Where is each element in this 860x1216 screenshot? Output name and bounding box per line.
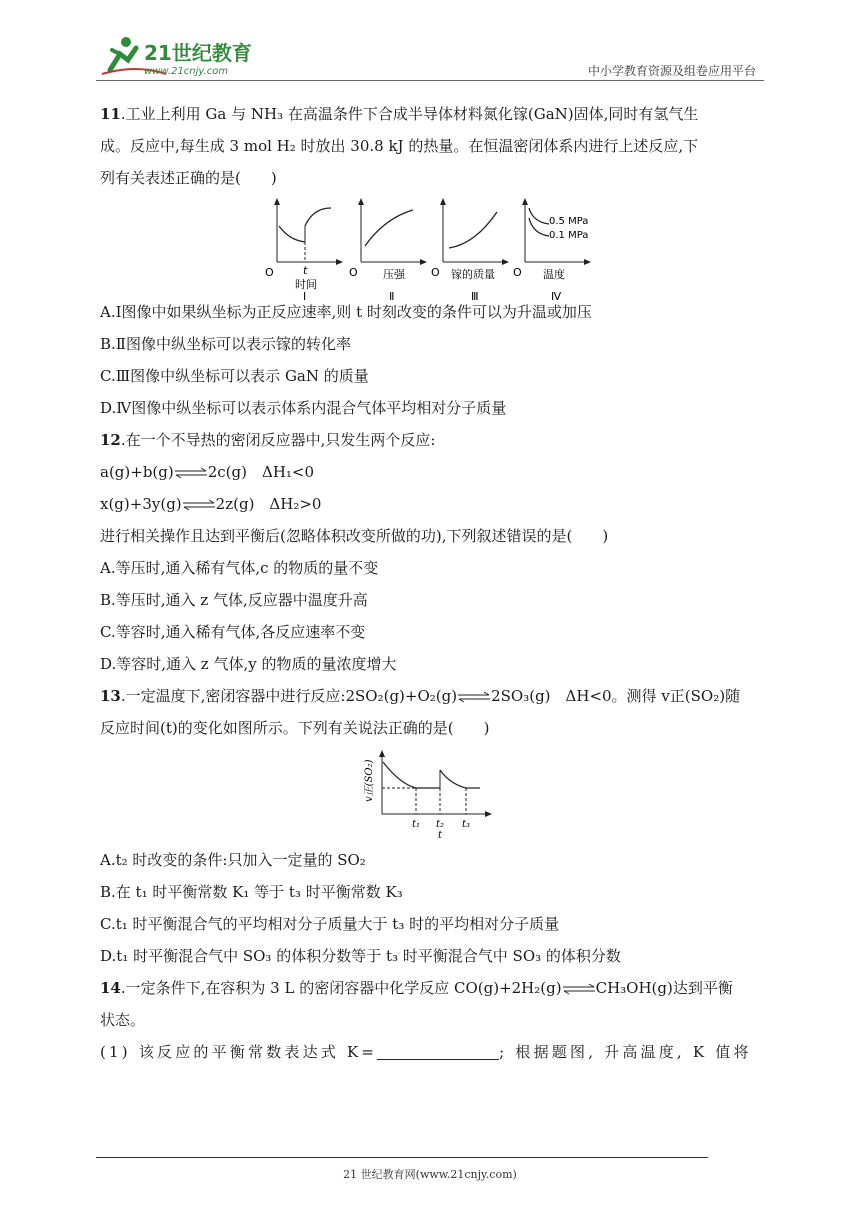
svg-text:O: O <box>431 266 440 279</box>
svg-text:镓的质量: 镓的质量 <box>451 268 495 281</box>
panel-4 <box>513 198 591 303</box>
q13-ylabel: v正(SO₂) <box>364 759 375 802</box>
q12-line1: 12.在一个不导热的密闭反应器中,只发生两个反应: <box>100 431 436 449</box>
equilibrium-arrow-icon <box>182 500 216 510</box>
svg-text:0.5 MPa: 0.5 MPa <box>549 216 589 227</box>
equilibrium-arrow-icon <box>457 692 491 702</box>
q12-option-b: B.等压时,通入 z 气体,反应器中温度升高 <box>100 591 368 609</box>
q13-number: 13 <box>100 687 121 705</box>
q14-line1: 14.一定条件下,在容积为 3 L 的密闭容器中化学反应 CO(g)+2H₂(g) CH₃OH(g)达到平衡 <box>100 979 733 997</box>
q12-number: 12 <box>100 431 121 449</box>
svg-text:温度: 温度 <box>543 268 565 281</box>
q13-figure <box>352 748 502 840</box>
q14-line3: (1) 该反应的平衡常数表达式 K= ; 根据题图, 升高温度, K 值将 <box>100 1043 752 1061</box>
q11-option-a: A.Ⅰ图像中如果纵坐标为正反应速率,则 t 时刻改变的条件可以为升温或加压 <box>100 303 592 321</box>
q13-option-c: C.t₁ 时平衡混合气的平均相对分子质量大于 t₃ 时的平均相对分子质量 <box>100 915 560 933</box>
svg-text:t: t <box>438 830 443 841</box>
equilibrium-arrow-icon <box>174 468 208 478</box>
svg-text:t₂: t₂ <box>436 819 445 830</box>
svg-text:www.21cnjy.com: www.21cnjy.com <box>144 66 229 77</box>
q12-option-d: D.等容时,通入 z 气体,y 的物质的量浓度增大 <box>100 655 397 673</box>
panel-2 <box>349 198 427 303</box>
q11-figure <box>265 196 595 303</box>
svg-text:t: t <box>303 264 308 277</box>
equilibrium-arrow-icon <box>562 984 596 994</box>
q11-option-d: D.Ⅳ图像中纵坐标可以表示体系内混合气体平均相对分子质量 <box>100 399 507 417</box>
panel-1 <box>265 198 343 303</box>
svg-text:Ⅱ: Ⅱ <box>389 290 395 303</box>
svg-text:21世纪教育: 21世纪教育 <box>144 41 252 65</box>
platform-name: 中小学教育资源及组卷应用平台 <box>587 64 756 78</box>
svg-text:Ⅳ: Ⅳ <box>551 290 562 303</box>
svg-text:O: O <box>513 266 522 279</box>
q12-option-c: C.等容时,通入稀有气体,各反应速率不变 <box>100 623 366 641</box>
q13-line1: 13.一定温度下,密闭容器中进行反应:2SO₂(g)+O₂(g) 2SO₃(g) ΔH<0。测得 v正(SO₂)随 <box>100 687 741 705</box>
page-header <box>96 34 764 82</box>
q13-option-a: A.t₂ 时改变的条件:只加入一定量的 SO₂ <box>100 851 366 869</box>
q13-line2: 反应时间(t)的变化如图所示。下列有关说法正确的是( ) <box>100 719 490 737</box>
q11-option-c: C.Ⅲ图像中纵坐标可以表示 GaN 的质量 <box>100 367 369 385</box>
q12-reaction-2: x(g)+3y(g) 2z(g) ΔH₂>0 <box>100 495 322 513</box>
svg-text:O: O <box>349 266 358 279</box>
q13-option-b: B.在 t₁ 时平衡常数 K₁ 等于 t₃ 时平衡常数 K₃ <box>100 883 403 901</box>
q14-number: 14 <box>100 979 121 997</box>
q12-reaction-1: a(g)+b(g) 2c(g) ΔH₁<0 <box>100 463 315 481</box>
panel-3 <box>431 198 509 303</box>
svg-text:时间: 时间 <box>295 278 317 291</box>
q11-line2: 成。反应中,每生成 3 mol H₂ 时放出 30.8 kJ 的热量。在恒温密闭体系内进行上述反应,下 <box>100 137 699 155</box>
page-footer: 21 世纪教育网(www.21cnjy.com) <box>343 1168 517 1181</box>
svg-text:t₁: t₁ <box>412 819 421 830</box>
q14-line2: 状态。 <box>100 1011 146 1029</box>
page-content <box>100 98 764 1068</box>
q11-line1: 11.工业上利用 Ga 与 NH₃ 在高温条件下合成半导体材料氮化镓(GaN)固体,同时有氢气生 <box>100 105 699 123</box>
header-divider <box>96 80 764 81</box>
logo-21cnjy <box>96 34 266 78</box>
q13-option-d: D.t₁ 时平衡混合气中 SO₃ 的体积分数等于 t₃ 时平衡混合气中 SO₃ 的体积分数 <box>100 947 621 965</box>
svg-text:0.1 MPa: 0.1 MPa <box>549 230 589 241</box>
q11-option-b: B.Ⅱ图像中纵坐标可以表示镓的转化率 <box>100 335 351 353</box>
q11-number: 11 <box>100 105 121 123</box>
svg-text:Ⅲ: Ⅲ <box>471 290 479 303</box>
q12-option-a: A.等压时,通入稀有气体,c 的物质的量不变 <box>100 559 379 577</box>
q11-line3: 列有关表述正确的是( ) <box>100 169 277 187</box>
svg-text:压强: 压强 <box>383 268 405 281</box>
panel-1-origin: O <box>265 266 274 279</box>
svg-text:Ⅰ: Ⅰ <box>303 290 307 303</box>
answer-blank[interactable] <box>377 1043 499 1060</box>
footer-divider <box>96 1157 708 1158</box>
q12-line2: 进行相关操作且达到平衡后(忽略体积改变所做的功),下列叙述错误的是( ) <box>100 527 609 545</box>
svg-text:t₃: t₃ <box>462 819 471 830</box>
